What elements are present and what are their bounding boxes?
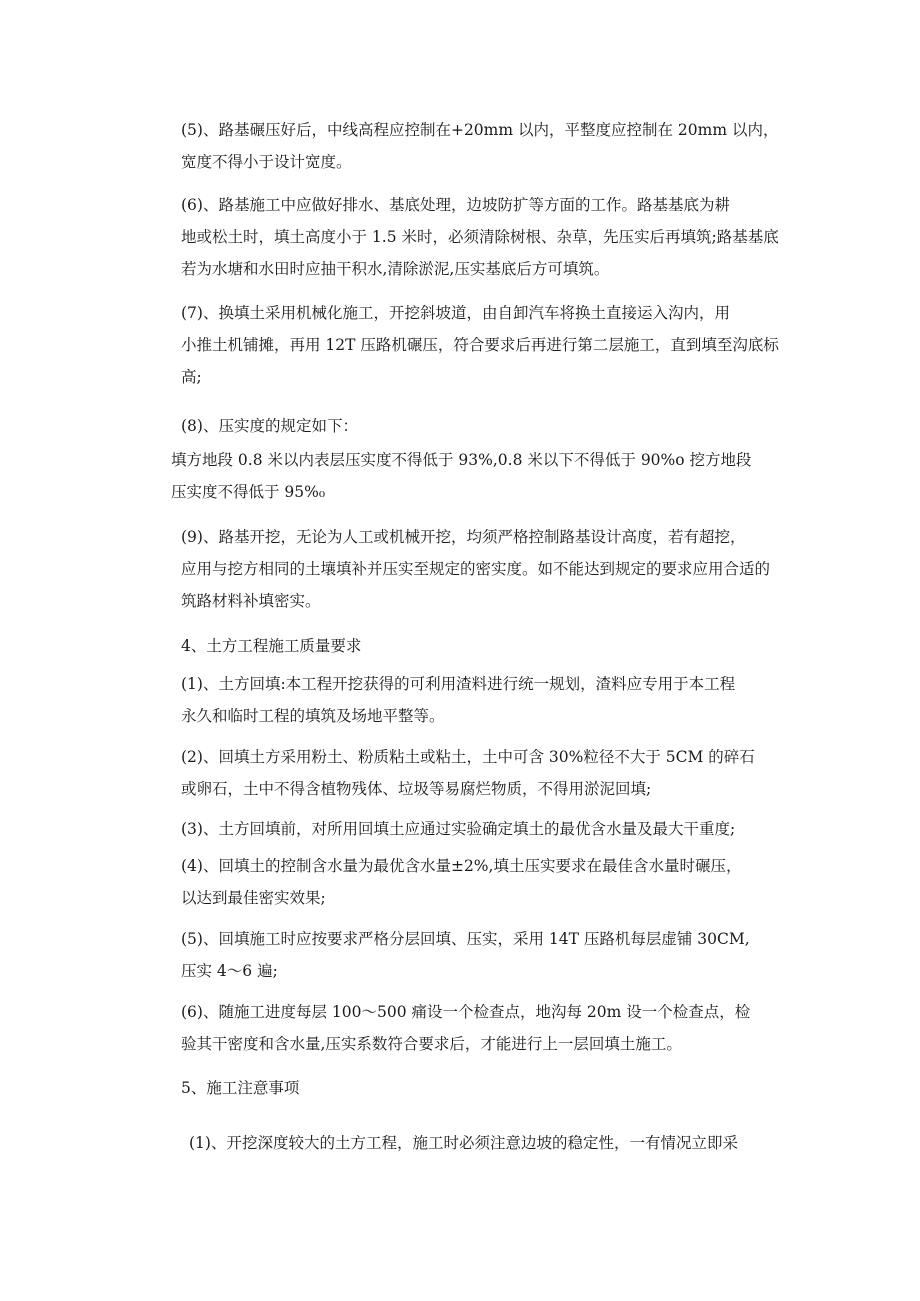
paragraph-1-earthwork-backfill bbox=[138, 668, 788, 732]
text-line: 或卵石，土中不得含植物残体、垃圾等易腐烂物质，不得用淤泥回填; bbox=[181, 780, 652, 798]
paragraph-5-subgrade-compaction bbox=[138, 114, 788, 178]
text-line: (5)、路基碾压好后，中线高程应控制在+20mm 以内，平整度应控制在 20mm 以内， bbox=[181, 121, 779, 139]
text-line: 筑路材料补填密实。 bbox=[181, 592, 321, 610]
section-title: 4、土方工程施工质量要求 bbox=[181, 637, 362, 655]
paragraph-7-backfill bbox=[138, 297, 788, 393]
text-line: (9)、路基开挖，无论为人工或机械开挖，均须严格控制路基设计高度，若有超挖， bbox=[181, 528, 746, 546]
paragraph-3-moisture-test bbox=[138, 813, 788, 845]
paragraph-compaction-values bbox=[138, 444, 788, 508]
section-heading-5 bbox=[138, 1072, 788, 1104]
text-line: (2)、回填土方采用粉土、粉质粘土或粘土，土中可含 30%粒径不大于 5CM 的碎石 bbox=[181, 748, 755, 766]
paragraph-4-moisture-control bbox=[138, 850, 788, 914]
text-line: 高; bbox=[181, 368, 202, 386]
text-line: 永久和临时工程的填筑及场地平整等。 bbox=[181, 707, 445, 725]
text-line: (6)、随施工进度每层 100～500 痛设一个检查点，地沟每 20m 设一个检查点，检 bbox=[181, 1003, 751, 1021]
text-line: (1)、开挖深度较大的土方工程，施工时必须注意边坡的稳定性，一有情况立即采 bbox=[189, 1134, 738, 1152]
text-line: 小推土机铺摊，再用 12T 压路机碾压，符合要求后再进行第二层施工，直到填至沟底标 bbox=[181, 336, 779, 354]
paragraph-8-compaction-rules bbox=[138, 410, 788, 442]
text-line: (3)、土方回填前，对所用回填土应通过实验确定填土的最优含水量及最大干重度; bbox=[181, 820, 736, 838]
section-heading-4 bbox=[138, 630, 788, 662]
text-line: 验其干密度和含水量,压实系数符合要求后，才能进行上一层回填土施工。 bbox=[181, 1035, 682, 1053]
text-line: 压实度不得低于 95%₀ bbox=[171, 483, 326, 501]
text-line: 以达到最佳密实效果; bbox=[181, 889, 326, 907]
text-line: (5)、回填施工时应按要求严格分层回填、压实，采用 14T 压路机每层虚铺 30CM, bbox=[181, 930, 750, 948]
section-title: 5、施工注意事项 bbox=[181, 1079, 300, 1097]
text-line: (4)、回填土的控制含水量为最优含水量±2%,填土压实要求在最佳含水量时碾压， bbox=[181, 857, 742, 875]
text-line: (8)、压实度的规定如下： bbox=[181, 417, 358, 435]
paragraph-1-slope-stability bbox=[138, 1127, 788, 1159]
text-line: 地或松土时，填土高度小于 1.5 米时，必须清除树根、杂草，先压实后再填筑;路基基底 bbox=[181, 228, 779, 246]
text-line: 若为水塘和水田时应抽干积水,清除淤泥,压实基底后方可填筑。 bbox=[181, 260, 610, 278]
text-line: (6)、路基施工中应做好排水、基底处理，边坡防扩等方面的工作。路基基底为耕 bbox=[181, 196, 730, 214]
paragraph-6-drainage bbox=[138, 189, 788, 285]
text-line: (1)、土方回填:本工程开挖获得的可利用渣料进行统一规划，渣料应专用于本工程 bbox=[181, 675, 736, 693]
text-line: 应用与挖方相同的土壤填补并压实至规定的密实度。如不能达到规定的要求应用合适的 bbox=[181, 560, 771, 578]
text-line: 填方地段 0.8 米以内表层压实度不得低于 93%,0.8 米以下不得低于 90%o 挖方地段 bbox=[171, 451, 752, 469]
paragraph-9-excavation bbox=[138, 521, 788, 617]
text-line: (7)、换填土采用机械化施工，开挖斜坡道，由自卸汽车将换土直接运入沟内，用 bbox=[181, 304, 730, 322]
paragraph-5-layered-backfill bbox=[138, 923, 788, 987]
paragraph-6-inspection-points bbox=[138, 996, 788, 1060]
text-line: 宽度不得小于设计宽度。 bbox=[181, 153, 352, 171]
text-line: 压实 4～6 遍; bbox=[181, 962, 278, 980]
paragraph-2-backfill-soil bbox=[138, 741, 788, 805]
